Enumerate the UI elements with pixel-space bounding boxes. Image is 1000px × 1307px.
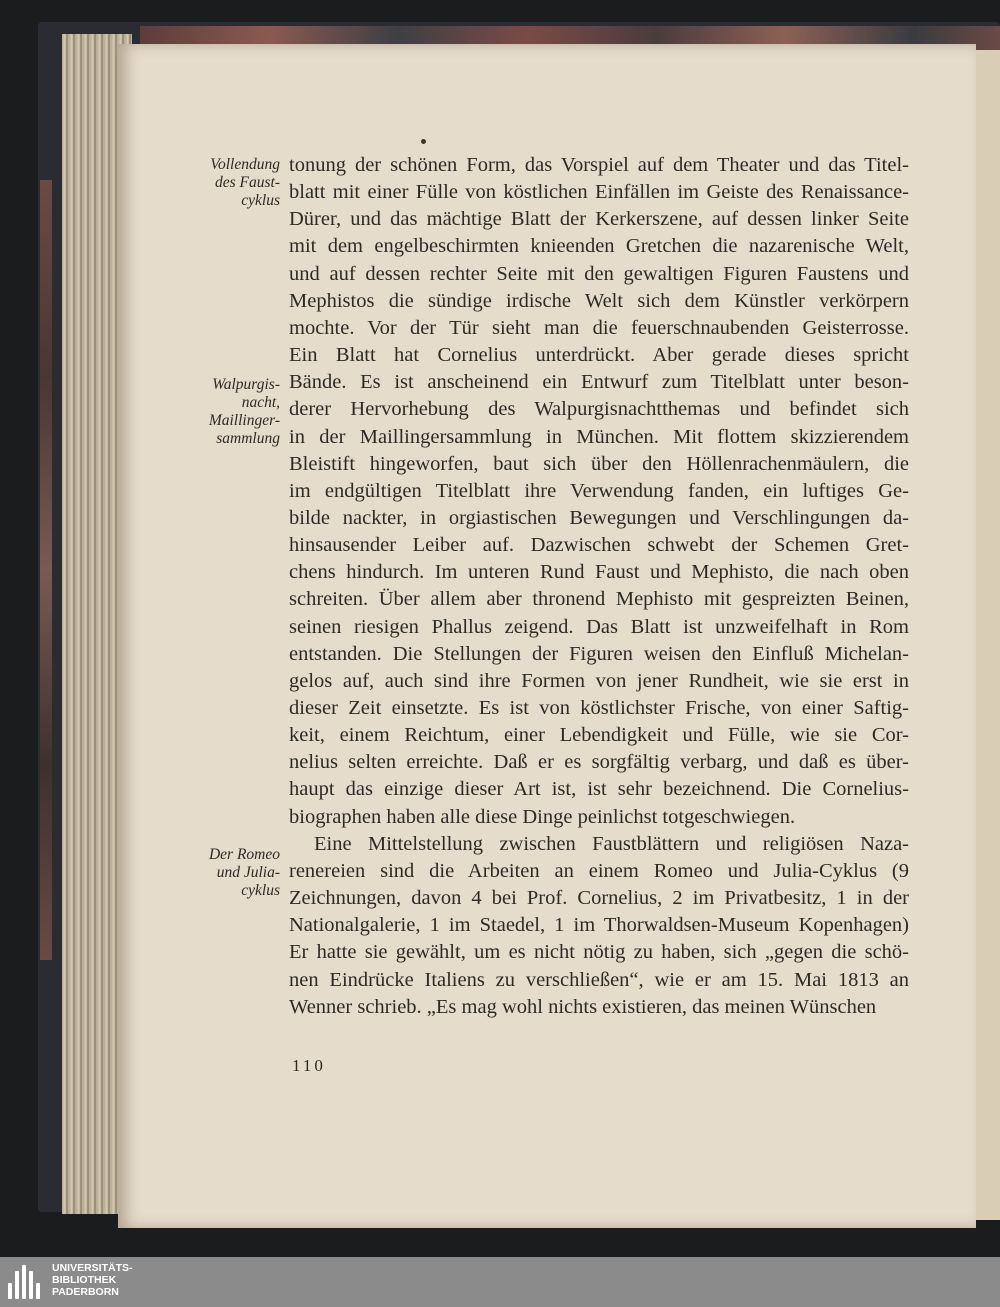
text-line: hinsausender Leiber auf. Dazwischen schwebt der Schemen Gret-	[289, 534, 909, 556]
text-line: seinen riesigen Phallus zeigend. Das Blatt ist unzweifelhaft in Rom	[289, 616, 909, 638]
text-line: nelius selten erreichte. Daß er es sorgfältig verbarg, und daß es über-	[289, 751, 909, 773]
margin-note-line: Walpurgis-	[212, 376, 280, 393]
margin-note	[150, 846, 280, 900]
margin-note-line: Maillinger-	[208, 412, 280, 429]
text-line: und auf dessen rechter Seite mit den gewaltigen Figuren Faustens und	[289, 263, 909, 285]
margin-note-line: cyklus	[241, 192, 280, 209]
library-footer	[0, 1257, 1000, 1307]
text-line: Dürer, und das mächtige Blatt der Kerkerszene, auf dessen linker Seite	[289, 208, 909, 230]
margin-note-line: sammlung	[216, 430, 280, 447]
margin-note	[150, 376, 280, 448]
margin-note	[150, 156, 280, 210]
library-logo-text	[52, 1262, 133, 1298]
margin-note-line: des Faust-	[214, 174, 280, 191]
margin-note-line: nacht,	[241, 394, 280, 411]
logo-line: BIBLIOTHEK	[52, 1274, 117, 1286]
text-line: Wenner schrieb. „Es mag wohl nichts existieren, das meinen Wünschen	[289, 996, 877, 1018]
margin-note-line: Vollendung	[210, 156, 280, 173]
text-line: tonung der schönen Form, das Vorspiel auf dem Theater und das Titel-	[289, 154, 909, 176]
text-line: gelos auf, auch sind ihre Formen von jener Rundheit, wie sie erst in	[289, 670, 909, 692]
text-line: mochte. Vor der Tür sieht man die feuerschnaubenden Geisterrosse.	[289, 317, 909, 339]
spine-edge	[40, 180, 52, 960]
text-line: keit, einem Reichtum, einer Lebendigkeit und Fülle, wie sie Cor-	[289, 724, 909, 746]
text-line: mit dem engelbeschirmten knieenden Gretchen die nazarenische Welt,	[289, 235, 909, 257]
text-line: Nationalgalerie, 1 im Staedel, 1 im Thorwaldsen-Museum Kopenhagen)	[289, 914, 909, 936]
text-line: Eine Mittelstellung zwischen Faustblättern und religiösen Naza-	[314, 833, 909, 855]
logo-line: PADERBORN	[52, 1286, 119, 1298]
margin-note-line: und Julia-	[216, 864, 280, 881]
text-line: renereien sind die Arbeiten an einem Romeo und Julia-Cyklus (9	[289, 860, 909, 882]
text-line: Bände. Es ist anscheinend ein Entwurf zum Titelblatt unter beson-	[289, 371, 909, 393]
text-line: Er hatte sie gewählt, um es nicht nötig zu haben, sich „gegen die schö-	[289, 941, 909, 963]
text-line: entstanden. Die Stellungen der Figuren weisen den Einfluß Michelan-	[289, 643, 909, 665]
page-number: 110	[292, 1056, 326, 1075]
text-line: im endgültigen Titelblatt ihre Verwendung fanden, ein luftiges Ge-	[289, 480, 909, 502]
text-line: biographen haben alle diese Dinge peinlichst totgeschwiegen.	[289, 806, 796, 828]
text-line: dieser Zeit einsetzte. Es ist von köstlichster Frische, von einer Saftig-	[289, 697, 909, 719]
ornament-dot	[421, 139, 426, 144]
text-line: Bleistift hingeworfen, baut sich über den Höllenrachenmäulern, die	[289, 453, 909, 475]
text-line: haupt das einzige dieser Art ist, ist sehr bezeichnend. Die Cornelius-	[289, 778, 909, 800]
margin-note-line: Der Romeo	[208, 846, 280, 863]
text-line: schreiten. Über allem aber thronend Mephisto mit gespreizten Beinen,	[289, 588, 909, 610]
text-line: in der Maillingersammlung in München. Mit flottem skizzierendem	[289, 426, 909, 448]
text-line: blatt mit einer Fülle von köstlichen Einfällen im Geiste des Renaissance-	[289, 181, 909, 203]
text-line: Mephistos die sündige irdische Welt sich dem Künstler verkörpern	[289, 290, 909, 312]
text-line: nen Eindrücke Italiens zu verschließen“, wie er am 15. Mai 1813 an	[289, 969, 909, 991]
text-line: bilde nackter, in orgiastischen Bewegungen und Verschlingungen da-	[289, 507, 909, 529]
text-line: Zeichnungen, davon 4 bei Prof. Cornelius, 2 im Privatbesitz, 1 in der	[289, 887, 909, 909]
text-line: derer Hervorhebung des Walpurgisnachtthemas und befindet sich	[289, 398, 909, 420]
margin-note-line: cyklus	[241, 882, 280, 899]
text-line: Ein Blatt hat Cornelius unterdrückt. Aber gerade dieses spricht	[289, 344, 909, 366]
logo-line: UNIVERSITÄTS-	[52, 1262, 133, 1274]
text-line: chens hindurch. Im unteren Rund Faust und Mephisto, die nach oben	[289, 561, 909, 583]
library-logo-icon	[8, 1265, 44, 1299]
